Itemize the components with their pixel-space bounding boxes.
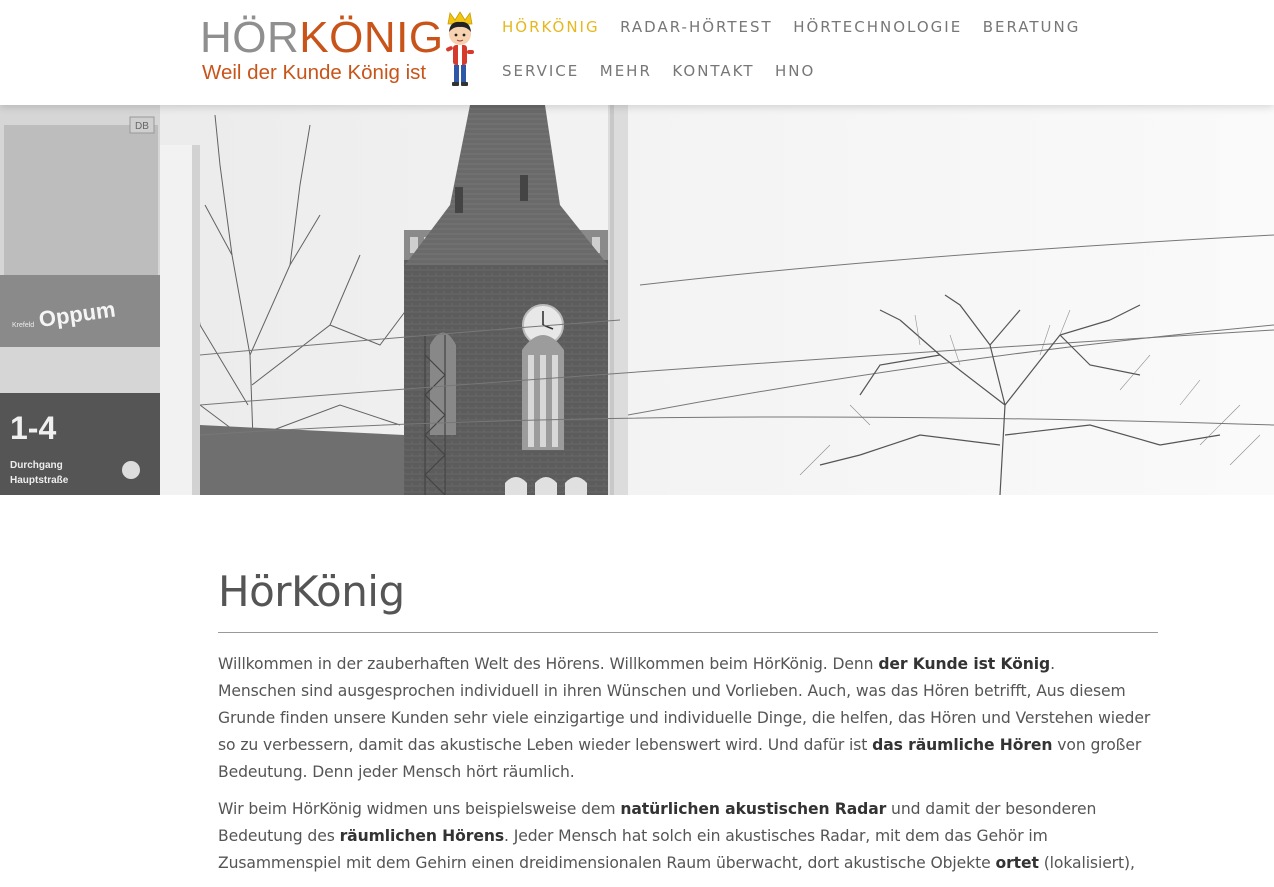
p2-bold-3: ortet [995, 854, 1039, 872]
hero-photo-church [0, 105, 1274, 495]
main-navigation [502, 0, 1142, 105]
p2-bold-2: räumlichen Hörens [339, 827, 504, 845]
king-mascot-icon [442, 10, 478, 88]
station-sign-small: Krefeld [12, 322, 35, 329]
logo-title-hor: HÖR [200, 13, 300, 62]
db-logo: DB [135, 121, 149, 132]
site-header [0, 0, 1274, 105]
p1-text-4: von großer Bedeutung. Denn jeder Mensch hört räumlich. [218, 736, 1142, 781]
platform-number: 1-4 [10, 410, 57, 446]
nav-item-service[interactable]: SERVICE [502, 62, 580, 80]
p2-text-2: und damit der besonderen Bedeutung des [218, 800, 1097, 845]
nav-item-beratung[interactable]: BERATUNG [982, 18, 1081, 36]
page-title: HörKönig [218, 567, 405, 616]
nav-row-1 [502, 17, 1101, 37]
nav-item-radar-hortest[interactable]: RADAR-HÖRTEST [620, 18, 773, 36]
p1-text-2: . [1050, 655, 1055, 673]
logo-title-konig: KÖNIG [299, 13, 444, 62]
main-content [218, 560, 1158, 887]
nav-item-kontakt[interactable]: KONTAKT [672, 62, 755, 80]
sign-line-2: Hauptstraße [10, 475, 69, 486]
nav-item-mehr[interactable]: MEHR [599, 62, 652, 80]
logo-tagline: Weil der Kunde König ist [202, 61, 427, 84]
p1-bold-1: der Kunde ist König [878, 655, 1051, 673]
p1-bold-2: das räumliche Hören [872, 736, 1053, 754]
logo[interactable] [200, 12, 480, 92]
p2-bold-1: natürlichen akustischen Radar [620, 800, 887, 818]
p2-text-1: Wir beim HörKönig widmen uns beispielsweise dem [218, 800, 621, 818]
station-sign-name: Oppum [37, 296, 117, 332]
nav-item-hortechnologie[interactable]: HÖRTECHNOLOGIE [793, 18, 963, 36]
p1-text-1: Willkommen in der zauberhaften Welt des Hörens. Willkommen beim HörKönig. Denn [218, 655, 879, 673]
nav-item-horkonig[interactable]: HÖRKÖNIG [502, 18, 600, 36]
p2-text-3: . Jeder Mensch hat solch ein akustisches Radar, mit dem das Gehör im Zusammenspiel mit dem Gehirn einen dreidimensionalen Raum überwacht, dort akustische Objekte [218, 827, 1048, 872]
p2-text-4: (lokalisiert), [1038, 854, 1135, 872]
logo-title [200, 14, 444, 62]
sign-line-1: Durchgang [10, 460, 63, 471]
intro-paragraph-2 [218, 796, 1158, 877]
p1-text-3: Menschen sind ausgesprochen individuell in ihren Wünschen und Vorlieben. Auch, was das Hören betrifft, Aus diesem Grunde finden unsere Kunden sehr viele einzigartige und individuelle Dinge, die helfen, das Hören und Verstehen wieder so zu verbessern, damit das akustische Leben wieder lebenswert wird. Und dafür ist [218, 682, 1151, 754]
nav-row-2 [502, 61, 836, 81]
hero-image [0, 105, 1274, 495]
nav-item-hno[interactable]: HNO [775, 62, 816, 80]
title-divider [218, 632, 1158, 633]
intro-paragraph-1 [218, 651, 1158, 786]
